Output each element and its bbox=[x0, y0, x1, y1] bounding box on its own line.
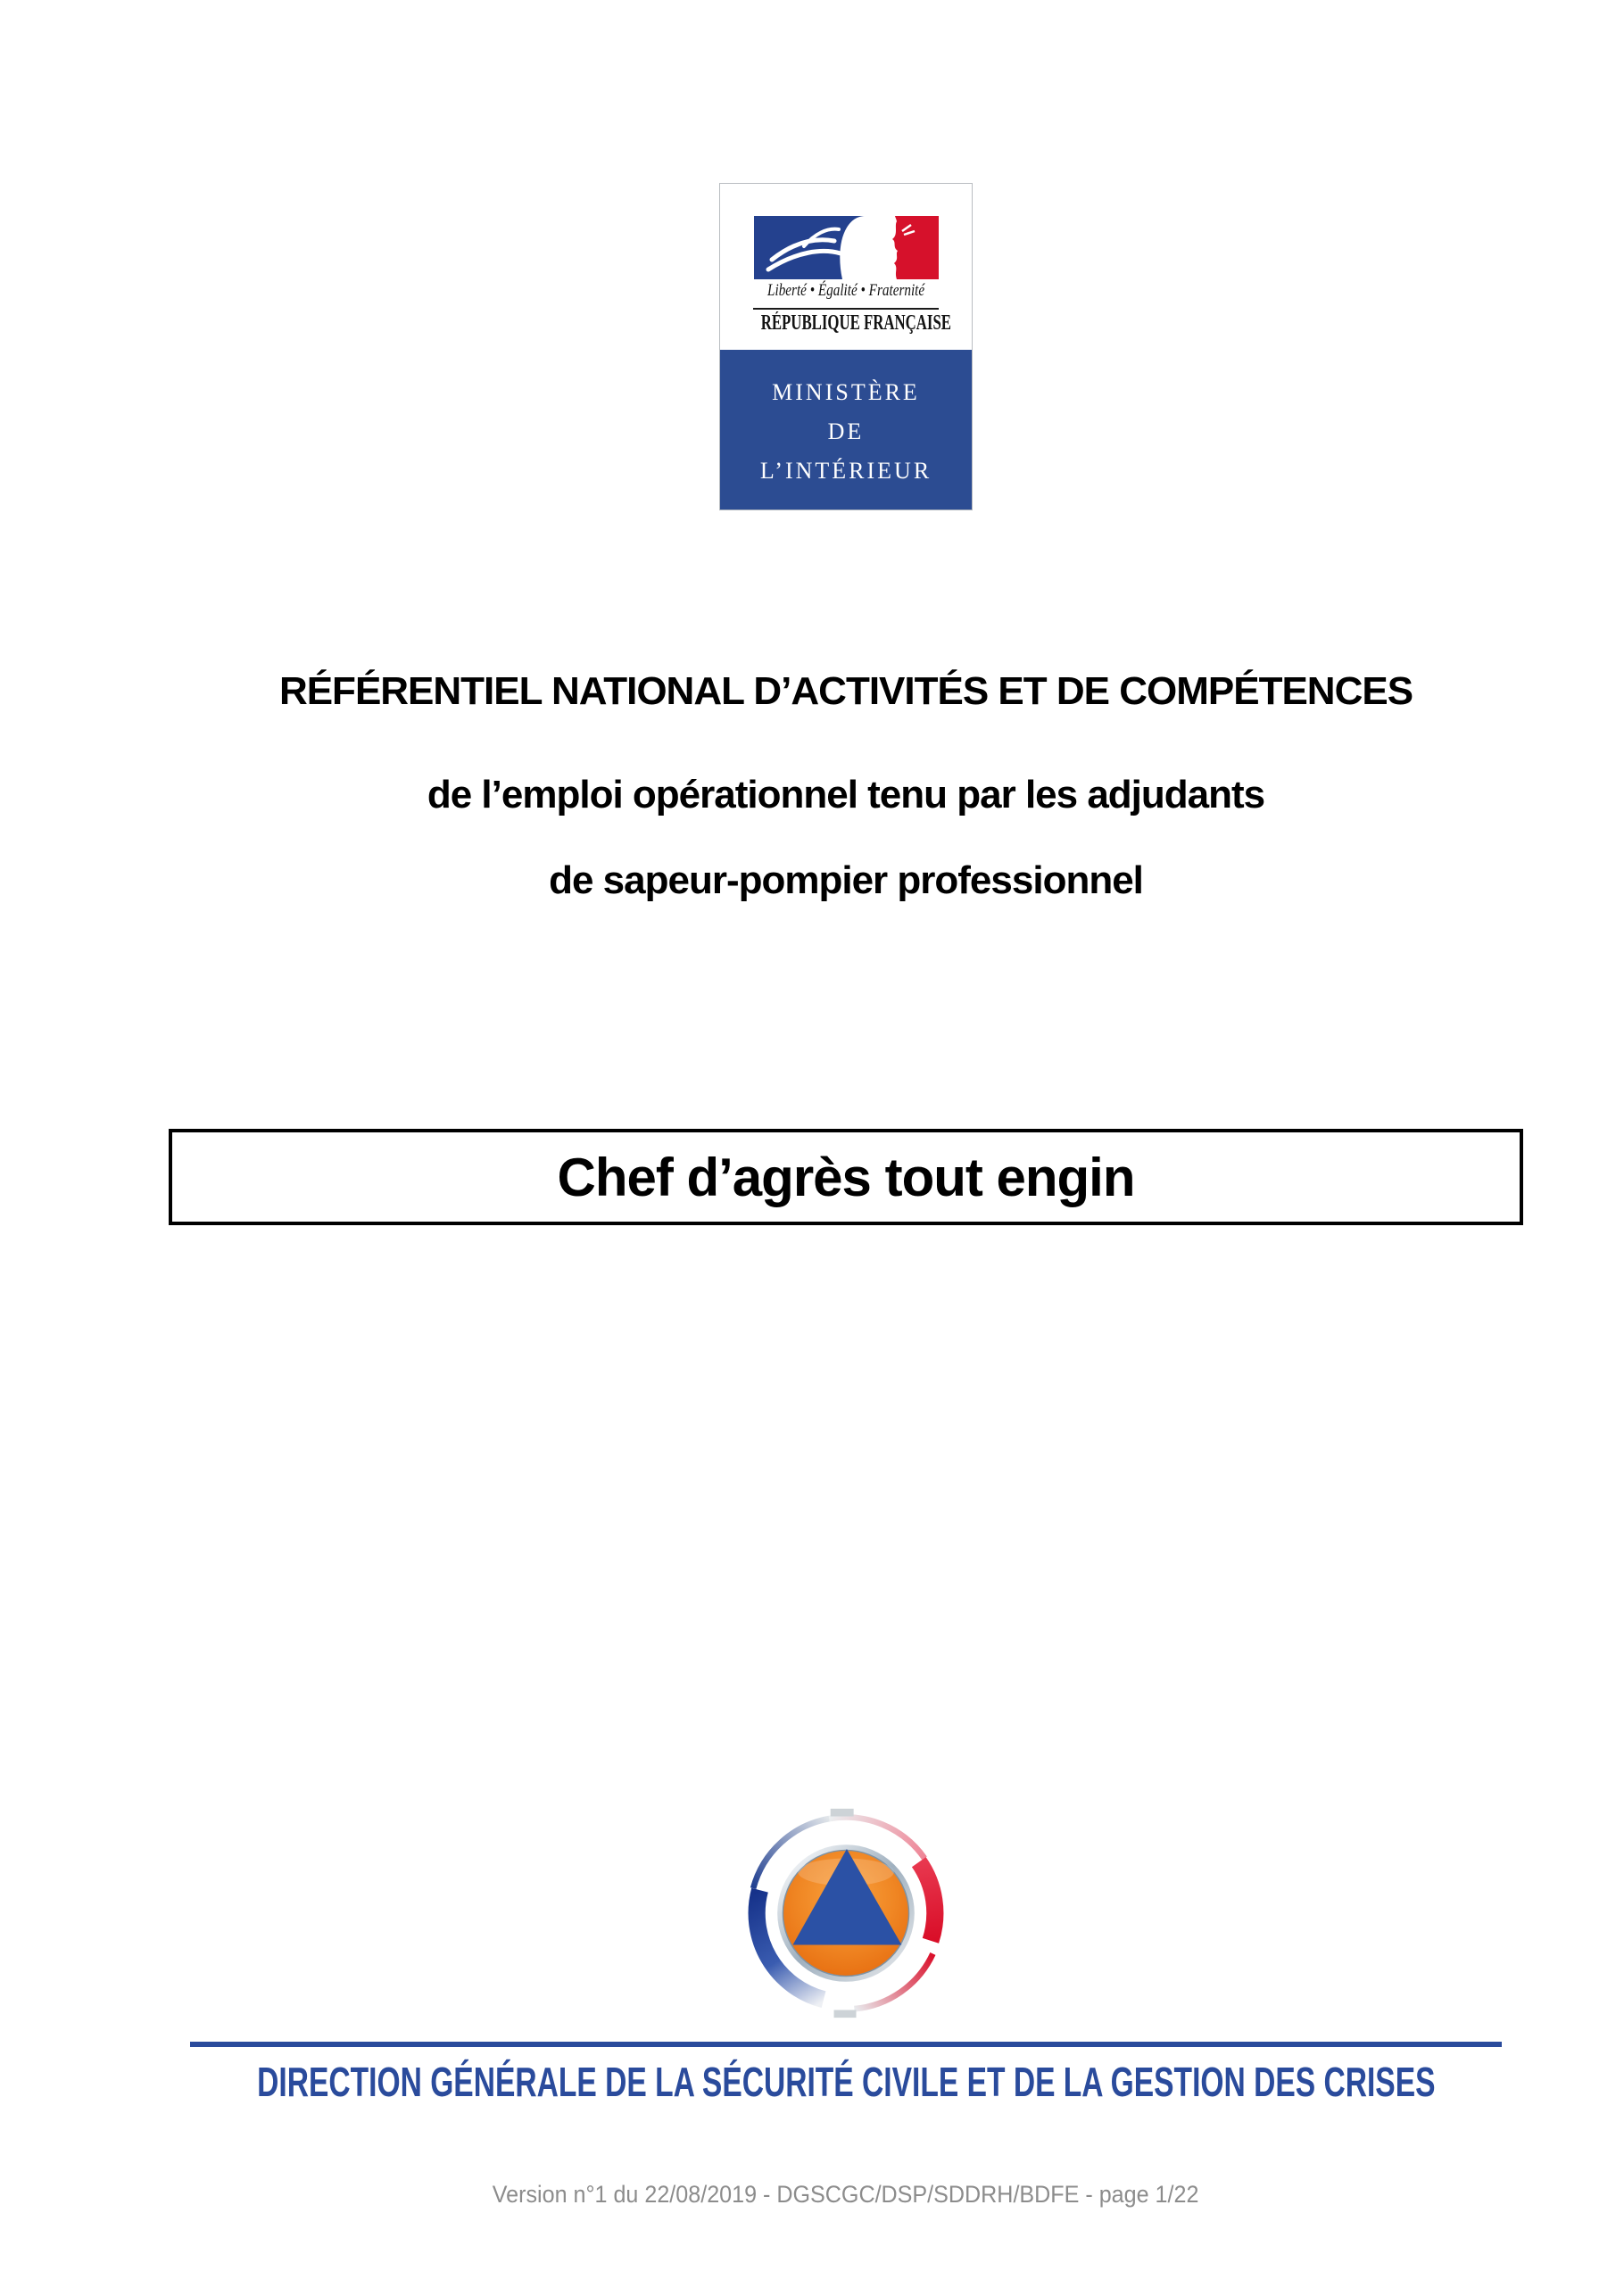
ministry-line-2: DE bbox=[827, 419, 865, 444]
document-title-line-1: RÉFÉRENTIEL NATIONAL D’ACTIVITÉS ET DE COMPÉTENCES bbox=[278, 669, 1413, 713]
republique-francaise-text: RÉPUBLIQUE FRANÇAISE bbox=[760, 311, 952, 335]
marianne-flag-icon bbox=[754, 216, 939, 279]
republique-francaise-label bbox=[720, 311, 972, 336]
ministry-line-3: L’INTÉRIEUR bbox=[759, 458, 932, 484]
banner-rule bbox=[190, 2042, 1502, 2047]
securite-civile-logo-icon bbox=[739, 1806, 953, 2020]
content-column bbox=[34, 0, 1624, 2296]
ministere-logo-upper bbox=[720, 184, 972, 350]
republic-motto bbox=[720, 281, 972, 301]
page-footer bbox=[34, 2181, 1624, 2209]
motto-divider bbox=[753, 308, 939, 310]
ministere-logo-lower bbox=[720, 350, 972, 510]
document-title-line-2: de l’emploi opérationnel tenu par les adjudants bbox=[427, 773, 1265, 816]
direction-banner-text: DIRECTION GÉNÉRALE DE LA SÉCURITÉ CIVILE ET DE LA GESTION DES CRISES bbox=[256, 2059, 1436, 2105]
ministere-interieur-logo bbox=[719, 183, 973, 510]
page-footer-text: Version n°1 du 22/08/2019 - DGSCGC/DSP/SDDRH/BDFE - page 1/22 bbox=[493, 2181, 1199, 2208]
document-title-line-3: de sapeur-pompier professionnel bbox=[549, 858, 1143, 902]
job-title-text: Chef d’agrès tout engin bbox=[557, 1147, 1135, 1207]
direction-banner bbox=[34, 2058, 1624, 2106]
ministry-line-1: MINISTÈRE bbox=[772, 379, 920, 405]
job-title-box bbox=[169, 1129, 1523, 1225]
republic-motto-text: Liberté • Égalité • Fraternité bbox=[766, 281, 925, 300]
